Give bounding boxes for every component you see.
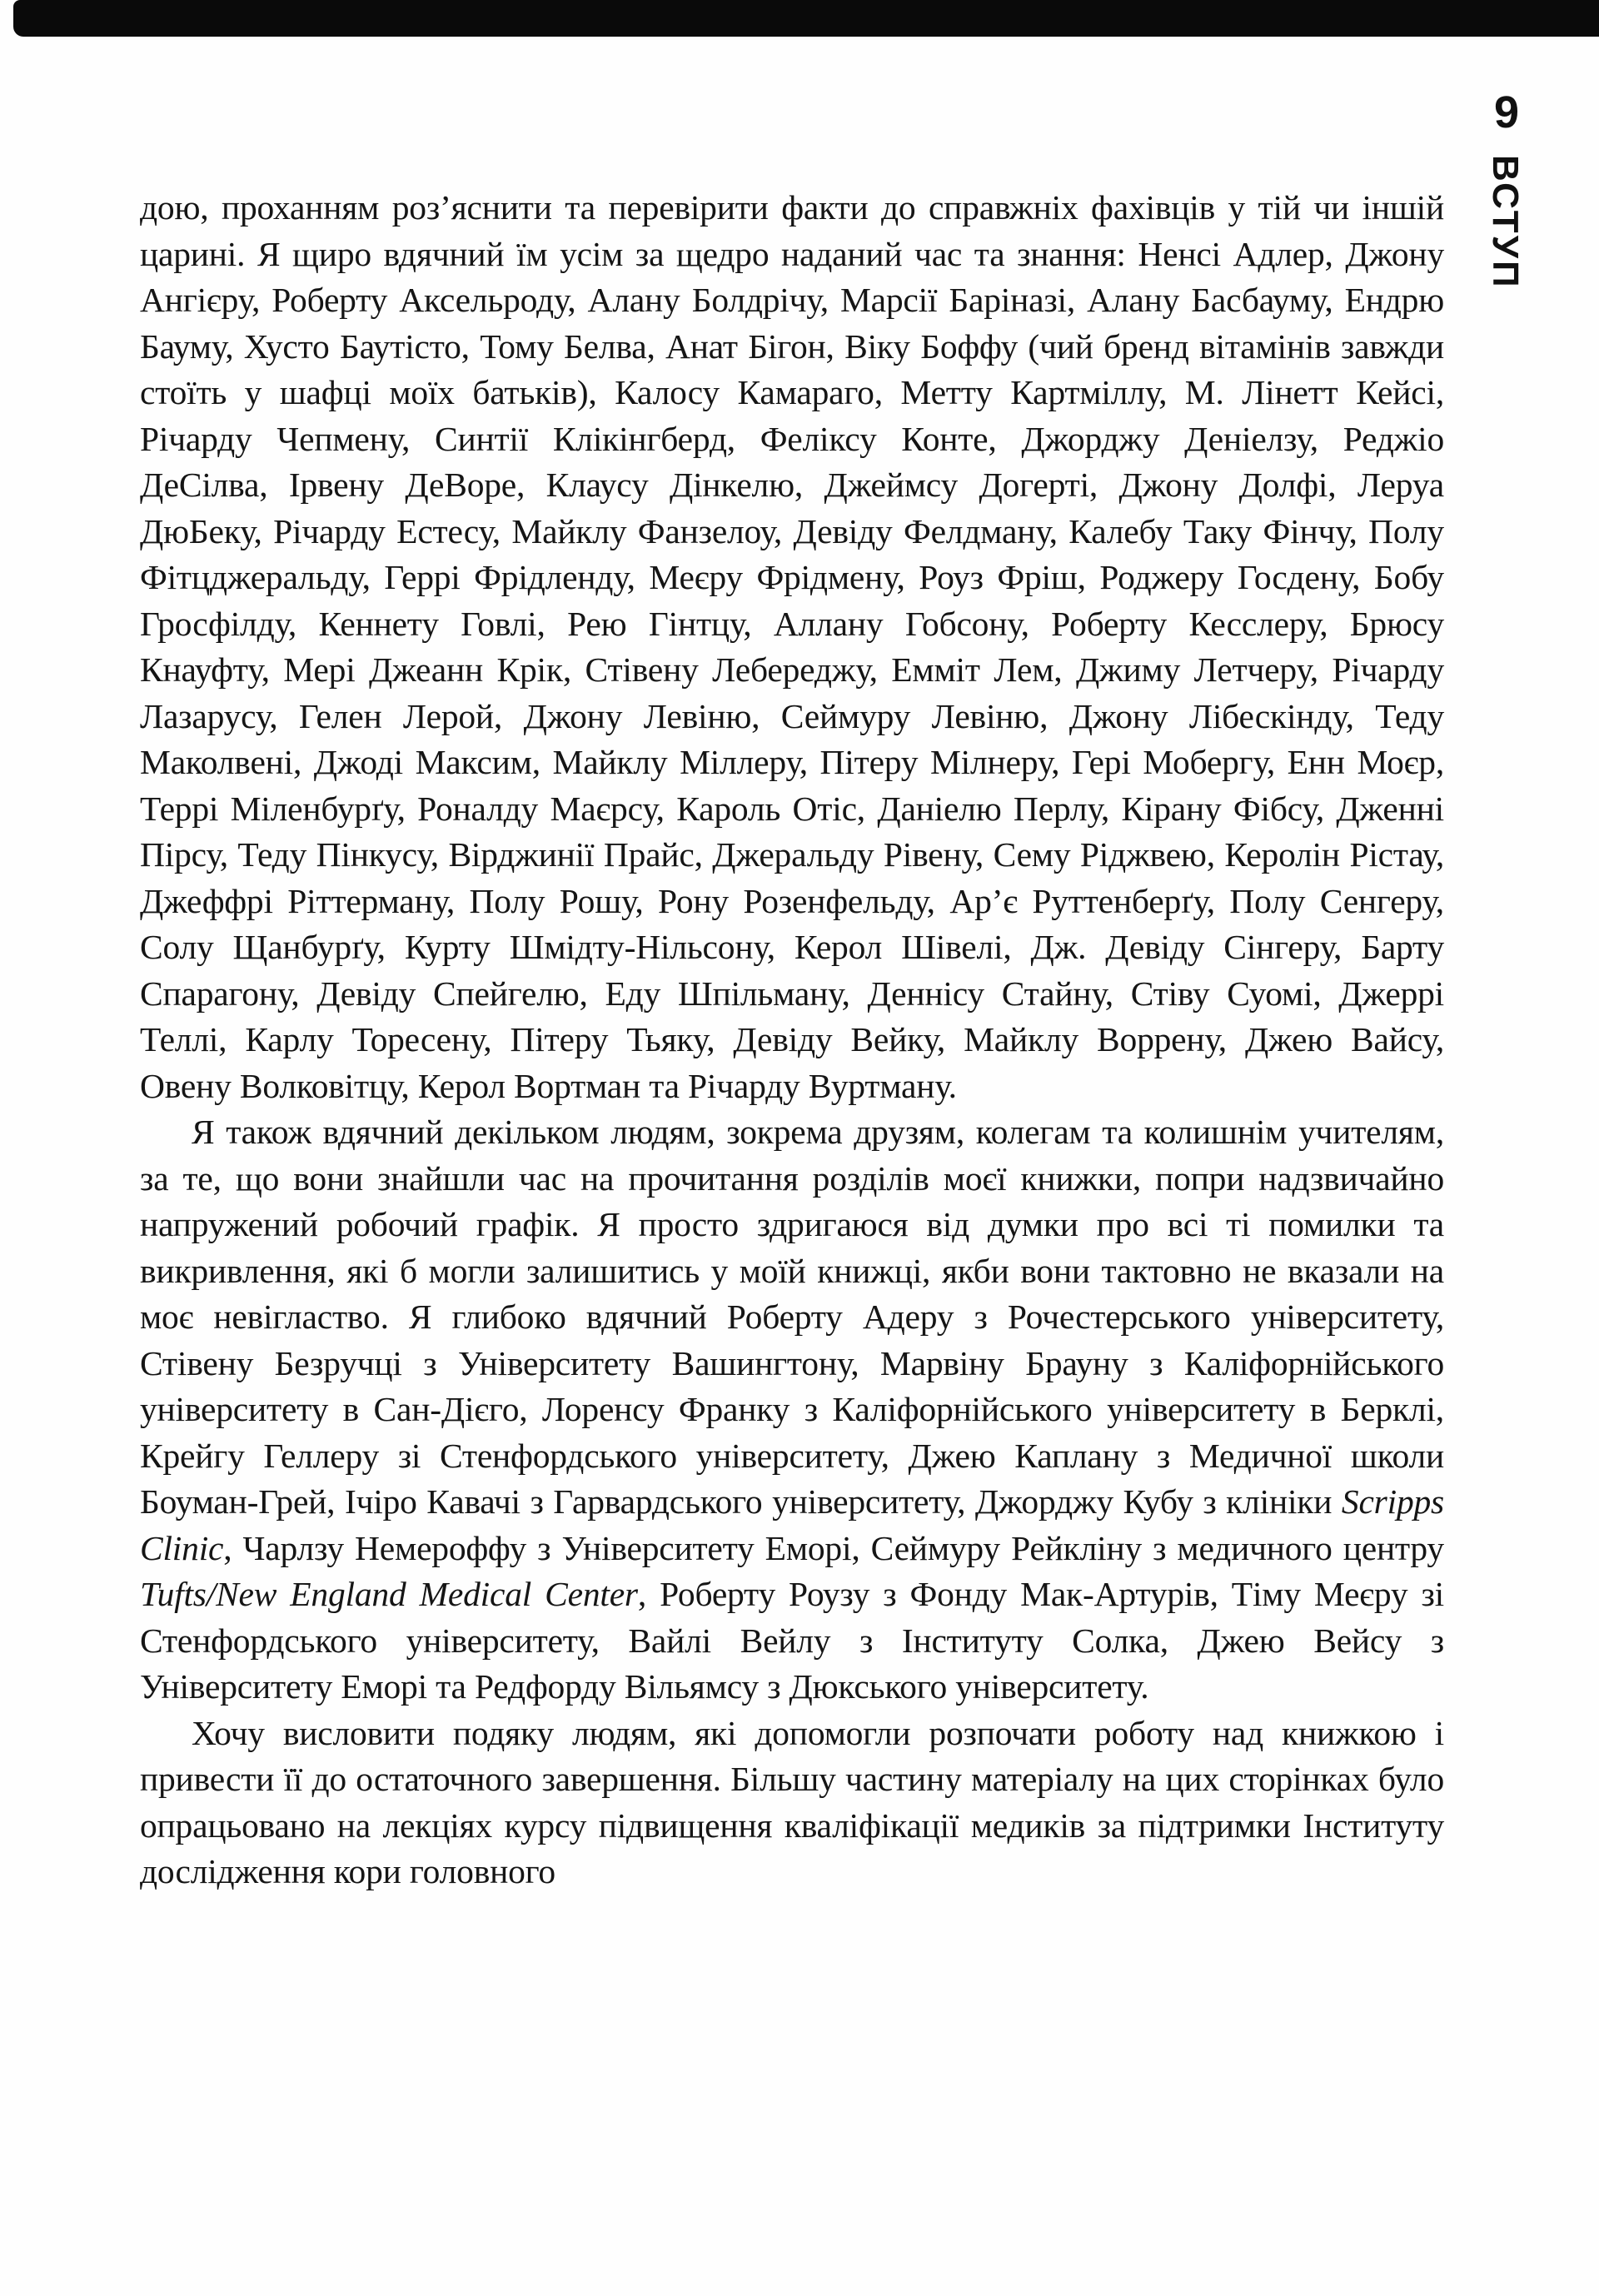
paragraph — [140, 185, 1444, 1109]
paragraph — [140, 1711, 1444, 1895]
text-run: Я також вдячний декільком людям, зокрема друзям, колегам та колишнім учителям, за те, що вони знайшли час на прочитання розділів моєї книжки, попри надзвичайно напружений робочий графік. Я просто здригаюся від думки про всі ті помилки та викривлення, які б могли залишитись у моїй книжці, якби вони тактовно не вказали на моє невігластво. Я глибоко вдячний Роберту Адеру з Рочестерського університету, Стівену Безручці з Університету Вашингтону, Марвіну Брауну з Каліфорнійського університету в Сан-Дієго, Лоренсу Франку з Каліфорнійського університету в Берклі, Крейгу Геллеру зі Стенфордського університету, Джею Каплану з Медичної школи Боуман-Грей, Ічіро Кавачі з Гарвардського університету, Джорджу Кубу з клініки — [140, 1113, 1444, 1521]
italic-text-run: Scripps Clinic — [140, 1482, 1444, 1567]
paragraph — [140, 1109, 1444, 1711]
text-run: , Роберту Роузу з Фонду Мак-Артурів, Тіму Меєру зі Стенфордського університету, Вайлі Вейлу з Інституту Солка, Джею Вейсу з Університету Еморі та Редфорду Вільямсу з Дюкського університету. — [140, 1575, 1444, 1706]
italic-text-run: Tufts/New England Medical Center — [140, 1575, 638, 1613]
scan-edge-bar — [13, 0, 1599, 37]
running-head-vstup: ВСТУП — [1485, 155, 1526, 290]
text-run: , Чарлзу Немероффу з Університету Еморі, Сеймуру Рейкліну з медичного центру — [223, 1528, 1444, 1567]
text-column — [140, 185, 1444, 1895]
text-run: Хочу висловити подяку людям, які допомогли розпочати роботу над книжкою і привести її до остаточного завершення. Більшу частину матеріалу на цих сторінках було опрацьовано на лекціях курсу підвищення кваліфікації медиків за підтримки Інституту дослідження кори головного — [140, 1713, 1444, 1890]
text-run: дою, проханням роз’яснити та перевірити факти до справжніх фахівців у тій чи іншій царині. Я щиро вдячний їм усім за щедро наданий час та знання: Ненсі Адлер, Джону Ангієру, Роберту Аксельроду, Алану Болдрічу, Марсії Баріназі, Алану Басбауму, Ендрю Бауму, Хусто Баутісто, Тому Белва, Анат Бігон, Віку Боффу (чий бренд вітамінів завжди стоїть у шафці моїх батьків), Калосу Камараго, Метту Картміллу, М. Лінетт Кейсі, Річарду Чепмену, Синтії Клікінгберд, Феліксу Конте, Джорджу Деніелзу, Реджіо ДеСілва, Ірвену ДеВоре, Клаусу Дінкелю, Джеймсу Догерті, Джону Долфі, Леруа ДюБеку, Річарду Естесу, Майклу Фанзелоу, Девіду Фелдману, Калебу Таку Фінчу, Полу Фітцджеральду, Геррі Фрідленду, Меєру Фрідмену, Роуз Фріш, Роджеру Госдену, Бобу Гросфілду, Кеннету Говлі, Рею Гінтцу, Аллану Гобсону, Роберту Кесслеру, Брюсу Кнауфту, Мері Джеанн Крік, Стівену Лебереджу, Емміт Лем, Джиму Летчеру, Річарду Лазарусу, Гелен Лерой, Джону Левіню, Сеймуру Левіню, Джону Лібескінду, Теду Маколвені, Джоді Максим, Майклу Міллеру, Пітеру Мілнеру, Гері Мобергу, Енн Моєр, Террі Міленбурґу, Роналду Маєрсу, Кароль Отіс, Даніелю Перлу, Кірану Фібсу, Дженні Пірсу, Теду Пінкусу, Вірджинії Прайс, Джеральду Рівену, Сему Ріджвею, Керолін Рістау, Джеффрі Ріттерману, Полу Рошу, Рону Розенфельду, Ар’є Руттенберґу, Полу Сенгеру, Солу Щанбурґу, Курту Шмідту-Нільсону, Керол Шівелі, Дж. Девіду Сінгеру, Барту Спарагону, Девіду Спейгелю, Еду Шпільману, Деннісу Стайну, Стіву Суомі, Джеррі Теллі, Карлу Торесену, Пітеру Тьяку, Девіду Вейку, Майклу Воррену, Джею Вайсу, Овену Волковітцу, Керол Вортман та Річарду Вуртману. — [140, 188, 1444, 1105]
page-number: 9 — [1493, 87, 1519, 137]
